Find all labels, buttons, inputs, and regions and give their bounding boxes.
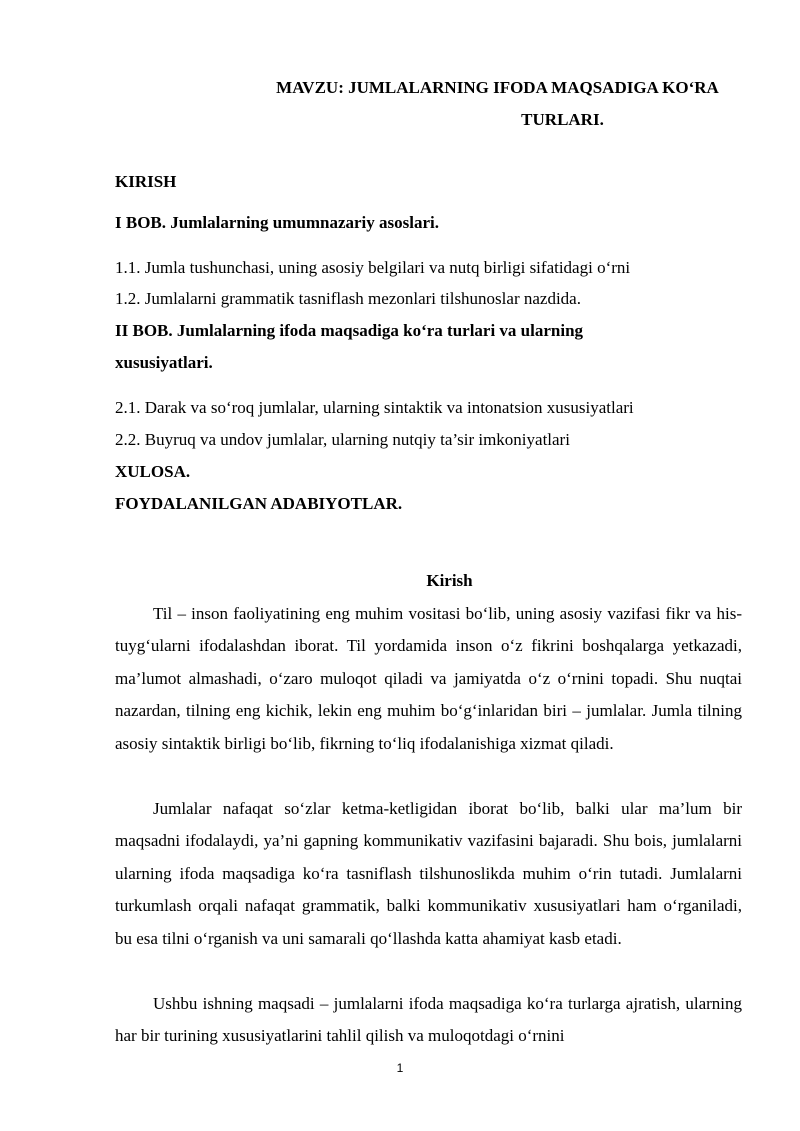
paragraph-3: Ushbu ishning maqsadi – jumlalarni ifoda maqsadiga ko‘ra turlarga ajratish, ularning har bir turining xususiyatlarini tahlil qilish va muloqotdagi o‘rnini: [115, 994, 742, 1046]
page-number: 1: [396, 1061, 404, 1075]
section-heading: Kirish: [426, 571, 473, 590]
toc-chapter-2-line-2: xususiyatlari.: [115, 353, 213, 372]
toc-intro: KIRISH: [115, 172, 177, 191]
toc-chapter-1: I BOB. Jumlalarning umumnazariy asoslari.: [115, 213, 439, 232]
toc-item-2-2: 2.2. Buyruq va undov jumlalar, ularning nutqiy ta’sir imkoniyatlari: [115, 430, 570, 449]
toc-conclusion: XULOSA.: [115, 462, 191, 481]
document-title-line-1: MAVZU: JUMLALARNING IFODA MAQSADIGA KO‘RA: [276, 78, 719, 97]
toc-references: FOYDALANILGAN ADABIYOTLAR.: [115, 494, 403, 513]
toc-item-2-1: 2.1. Darak va so‘roq jumlalar, ularning sintaktik va intonatsion xususiyatlari: [115, 398, 634, 417]
document-title-line-2: TURLARI.: [521, 110, 604, 129]
toc-item-1-1: 1.1. Jumla tushunchasi, uning asosiy belgilari va nutq birligi sifatidagi o‘rni: [115, 258, 631, 277]
paragraph-2: Jumlalar nafaqat so‘zlar ketma-ketligidan iborat bo‘lib, balki ular ma’lum bir maqsadni ifodalaydi, ya’ni gapning kommunikativ vazifasini bajaradi. Shu bois, jumlalarni ularning ifoda maqsadiga ko‘ra tasniflash tilshunoslikda muhim o‘rin tutadi. Jumlalarni turkumlash orqali nafaqat grammatik, balki kommunikativ xususiyatlari ham o‘rganiladi, bu esa tilni o‘rganish va uni samarali qo‘llashda katta ahamiyat kasb etadi.: [115, 799, 742, 948]
toc-item-1-2: 1.2. Jumlalarni grammatik tasniflash mezonlari tilshunoslar nazdida.: [115, 289, 581, 308]
toc-chapter-2-line-1: II BOB. Jumlalarning ifoda maqsadiga ko‘ra turlari va ularning: [115, 321, 584, 340]
paragraph-1: Til – inson faoliyatining eng muhim vositasi bo‘lib, uning asosiy vazifasi fikr va his-tuyg‘ularni ifodalashdan iborat. Til yordamida inson o‘z fikrini boshqalarga yetkazadi, ma’lumot almashadi, o‘zaro muloqot qiladi va jamiyatda o‘z o‘rnini topadi. Shu nuqtai nazardan, tilning eng kichik, lekin eng muhim bo‘g‘inlaridan biri – jumlalar. Jumla tilning asosiy sintaktik birligi bo‘lib, fikrning to‘liq ifodalanishiga xizmat qiladi.: [115, 604, 742, 753]
